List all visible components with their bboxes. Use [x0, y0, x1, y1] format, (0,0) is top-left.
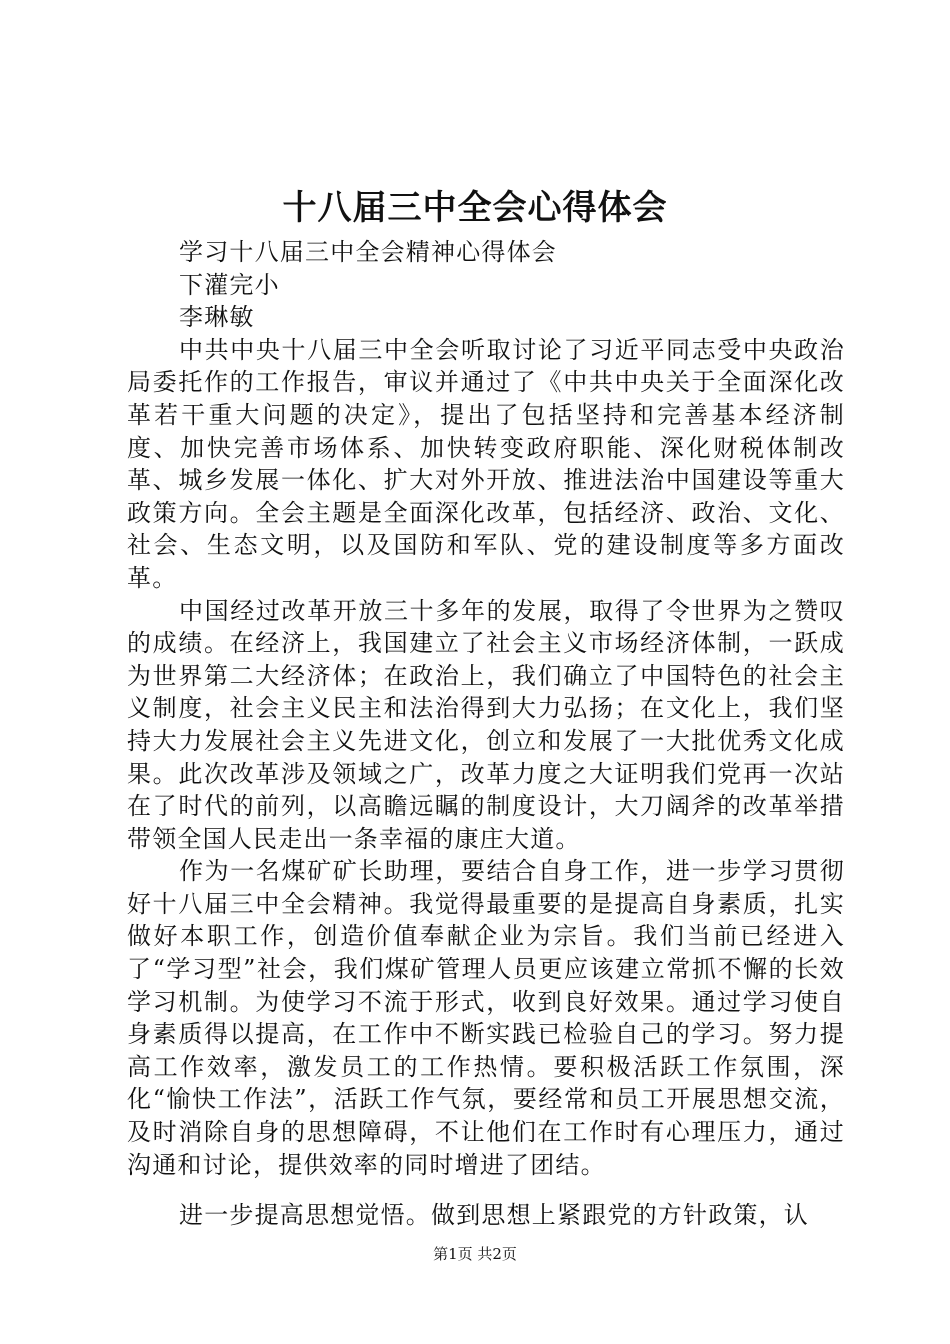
document-title: 十八届三中全会心得体会 — [282, 188, 668, 228]
subtitle-line: 学习十八届三中全会精神心得体会 — [179, 238, 557, 266]
paragraph-4: 进一步提高思想觉悟。做到思想上紧跟党的方针政策，认 — [179, 1201, 809, 1230]
author-line: 李琳敏 — [179, 303, 255, 332]
paragraph-3: 作为一名煤矿矿长助理，要结合自身工作，进一步学习贯彻好十八届三中全会精神。我觉得最重要的是提高自身素质，扎实做好本职工作，创造价值奉献企业为宗旨。我们当前已经进入了“学习型”社会，我们煤矿管理人员更应该建立常抓不懈的长效学习机制。为使学习不流于形式，收到良好效果。通过学习使自身素质得以提高，在工作中不断实践已检验自己的学习。努力提高工作效率，激发员工的工作热情。要积极活跃工作氛围，深化“愉快工作法”，活跃工作气氛，要经常和员工开展思想交流，及时消除自身的思想障碍，不让他们在工作时有心理压力，通过沟通和讨论，提供效率的同时增进了团结。 — [127, 857, 845, 1179]
school-line: 下灌完小 — [179, 270, 280, 299]
document-body — [127, 236, 845, 1232]
paragraph-1: 中共中央十八届三中全会听取讨论了习近平同志受中央政治局委托作的工作报告，审议并通过了《中共中央关于全面深化改革若干重大问题的决定》，提出了包括坚持和完善基本经济制度、加快完善市场体系、加快转变政府职能、深化财税体制改革、城乡发展一体化、扩大对外开放、推进法治中国建设等重大政策方向。全会主题是全面深化改革，包括经济、政治、文化、社会、生态文明，以及国防和军队、党的建设制度等多方面改革。 — [127, 335, 845, 592]
page-number: 第1页 共2页 — [433, 1245, 517, 1263]
paragraph-2: 中国经过改革开放三十多年的发展，取得了令世界为之赞叹的成绩。在经济上，我国建立了社会主义市场经济体制，一跃成为世界第二大经济体；在政治上，我们确立了中国特色的社会主义制度，社会主义民主和法治得到大力弘扬；在文化上，我们坚持大力发展社会主义先进文化，创立和发展了一大批优秀文化成果。此次改革涉及领域之广，改革力度之大证明我们党再一次站在了时代的前列，以高瞻远瞩的制度设计，大刀阔斧的改革举措带领全国人民走出一条幸福的康庄大道。 — [127, 596, 845, 853]
